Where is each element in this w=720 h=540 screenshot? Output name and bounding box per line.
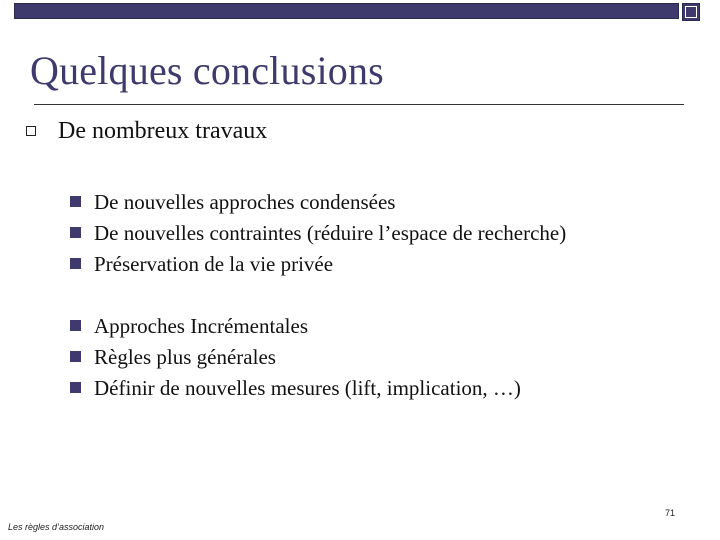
- slide-title: Quelques conclusions: [30, 48, 384, 93]
- list-item-text: Définir de nouvelles mesures (lift, implication, …): [94, 376, 521, 400]
- list-item-text: De nouvelles approches condensées: [94, 190, 396, 214]
- list-item-text: De nouvelles contraintes (réduire l’espace de recherche): [94, 221, 567, 245]
- page-number: 71: [665, 508, 676, 518]
- footer-text: Les règles d’association: [8, 522, 105, 532]
- filled-square-bullet-icon: [70, 196, 81, 207]
- level1-bullet-text: De nombreux travaux: [58, 118, 268, 144]
- filled-square-bullet-icon: [70, 351, 81, 362]
- list-item-text: Approches Incrémentales: [94, 314, 308, 338]
- hollow-square-bullet-icon: [26, 126, 36, 136]
- top-decor-bar: [14, 3, 679, 19]
- filled-square-bullet-icon: [70, 320, 81, 331]
- filled-square-bullet-icon: [70, 258, 81, 269]
- filled-square-bullet-icon: [70, 382, 81, 393]
- filled-square-bullet-icon: [70, 227, 81, 238]
- title-divider: [34, 104, 684, 105]
- corner-decor-box: [682, 3, 700, 21]
- list-item-text: Règles plus générales: [94, 345, 276, 369]
- list-item-text: Préservation de la vie privée: [94, 252, 334, 276]
